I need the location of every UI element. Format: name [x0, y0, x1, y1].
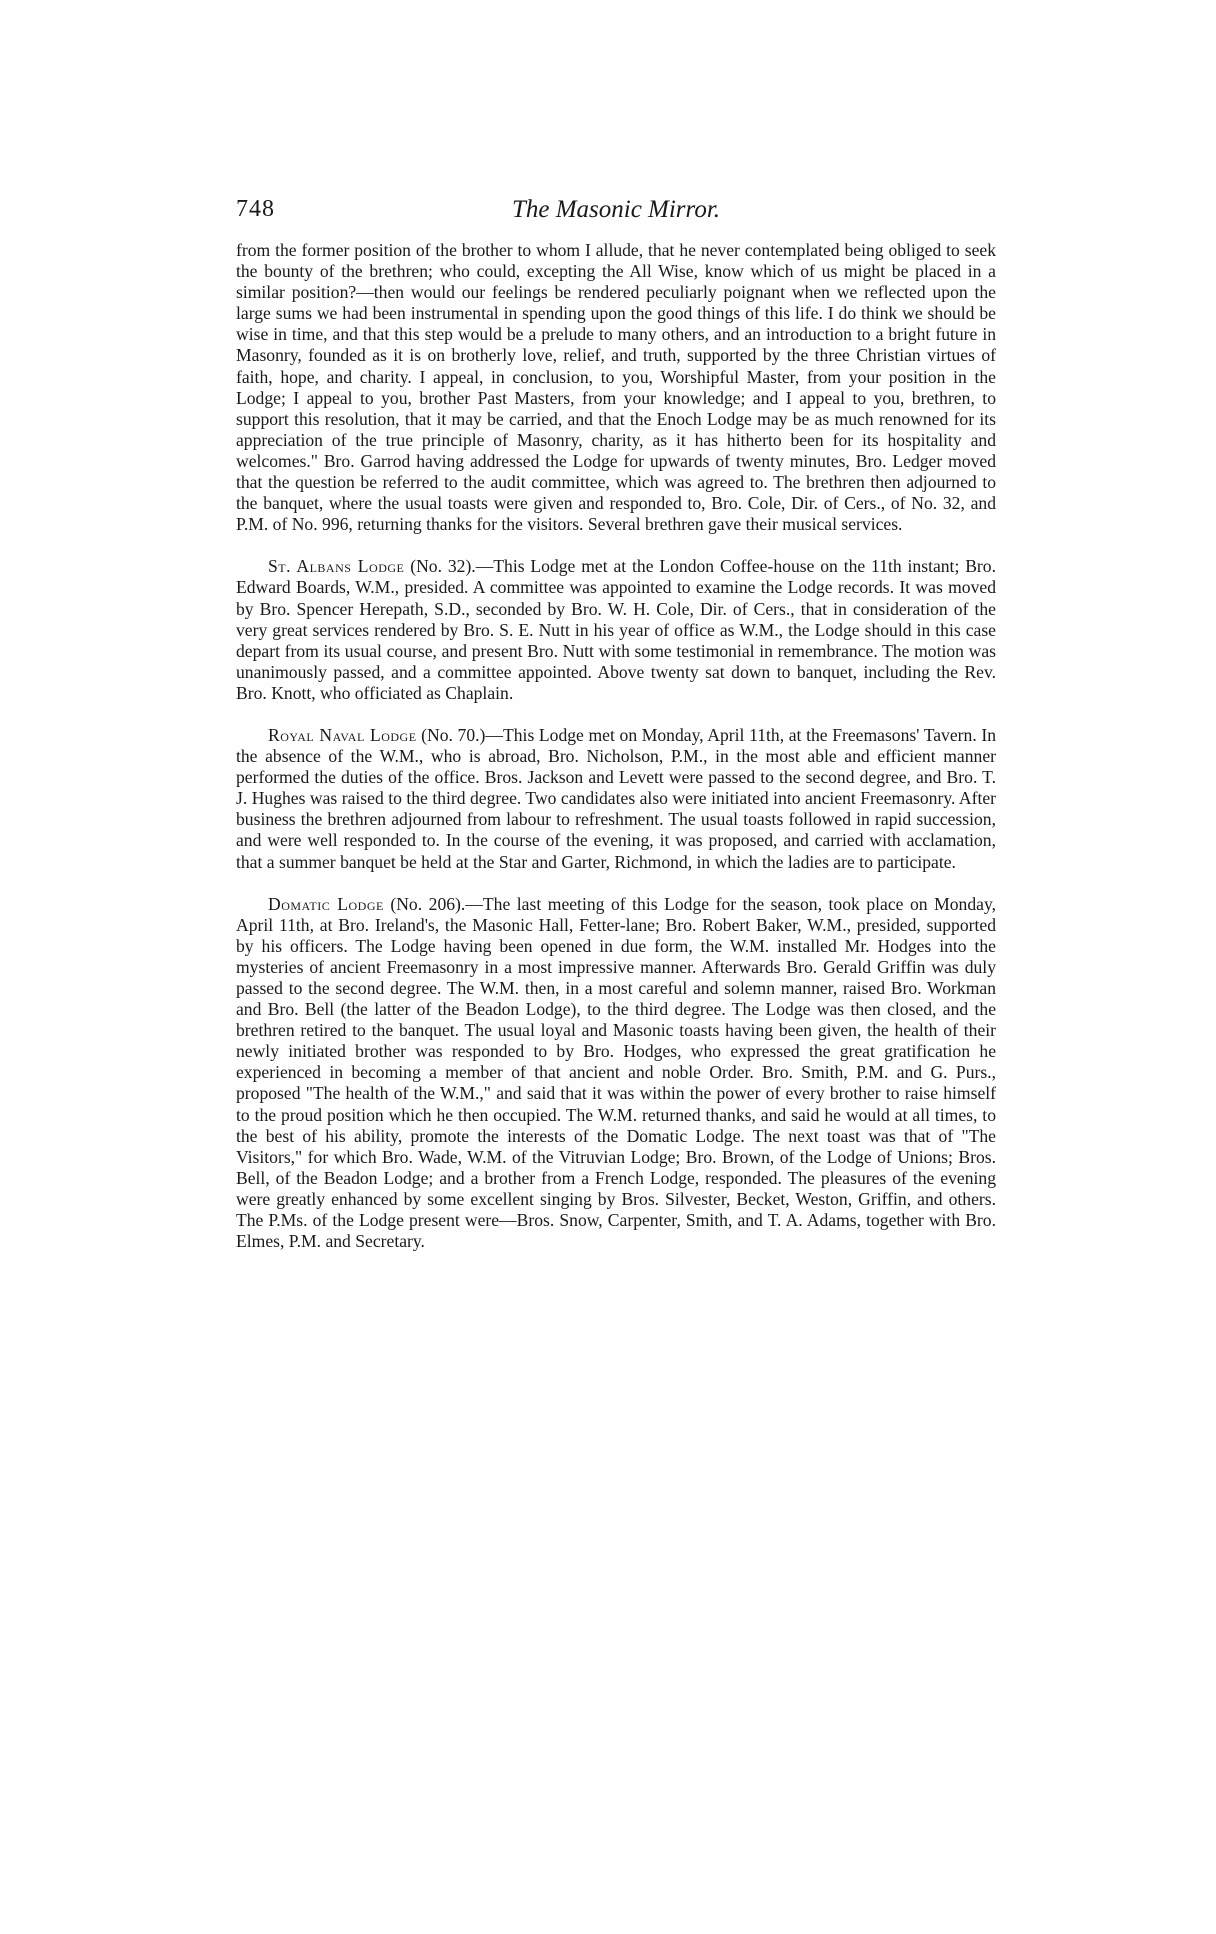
section-heading: Royal Naval Lodge — [268, 724, 417, 745]
page-header — [236, 196, 996, 232]
section-st-albans-lodge — [236, 556, 996, 704]
section-heading: Domatic Lodge — [268, 893, 384, 914]
section-text: (No. 206).—The last meeting of this Lodge for the season, took place on Monday, April 11th, at Bro. Ireland's, the Masonic Hall, Fetter-lane; Bro. Robert Baker, W.M., presided, supported by his officers. The Lodge having been opened in due form, the W.M. installed Mr. Hodges into the mysteries of ancient Freemasonry in a most impressive manner. Afterwards Bro. Gerald Griffin was duly passed to the second degree. The W.M. then, in a most careful and solemn manner, raised Bro. Workman and Bro. Bell (the latter of the Beadon Lodge), to the third degree. The Lodge was then closed, and the brethren retired to the banquet. The usual loyal and Masonic toasts having been given, the health of their newly initiated brother was responded to by Bro. Hodges, who expressed the great gratification he experienced in becoming a member of that ancient and noble Order. Bro. Smith, P.M. and G. Purs., proposed "The health of the W.M.," and said that it was within the power of every brother to raise himself to the proud position which he then occupied. The W.M. returned thanks, and said he would at all times, to the best of his ability, promote the interests of the Domatic Lodge. The next toast was that of "The Visitors," for which Bro. Wade, W.M. of the Vitruvian Lodge; Bro. Brown, of the Lodge of Unions; Bros. Bell, of the Beadon Lodge; and a brother from a French Lodge, responded. The pleasures of the evening were greatly enhanced by some excellent singing by Bros. Silvester, Becket, Weston, Griffin, and others. The P.Ms. of the Lodge present were—Bros. Snow, Carpenter, Smith, and T. A. Adams, together with Bro. Elmes, P.M. and Secretary. — [236, 893, 996, 1252]
text-column — [236, 240, 996, 1252]
continued-paragraph: from the former position of the brother to whom I allude, that he never contemplated being obliged to seek the bounty of the brethren; who could, excepting the All Wise, know which of us might be placed in a similar position?—then would our feelings be rendered peculiarly poignant when we reflected upon the large sums we had been instrumental in spending upon the good things of this life. I do think we should be wise in time, and that this step would be a prelude to many others, and an introduction to a bright future in Masonry, founded as it is on brotherly love, relief, and truth, supported by the three Christian virtues of faith, hope, and charity. I appeal, in conclusion, to you, Worshipful Master, from your position in the Lodge; I appeal to you, brother Past Masters, from your knowledge; and I appeal to you, brethren, to support this resolution, that it may be carried, and that the Enoch Lodge may be as much renowned for its appreciation of the true principle of Masonry, charity, as it has hitherto been for its hospitality and welcomes." Bro. Garrod having addressed the Lodge for upwards of twenty minutes, Bro. Ledger moved that the question be referred to the audit committee, which was agreed to. The brethren then adjourned to the banquet, where the usual toasts were given and responded to, Bro. Cole, Dir. of Cers., of No. 32, and P.M. of No. 996, returning thanks for the visitors. Several brethren gave their musical services. — [236, 240, 996, 535]
section-text: (No. 32).—This Lodge met at the London Coffee-house on the 11th instant; Bro. Edward Boards, W.M., presided. A committee was appointed to examine the Lodge records. It was moved by Bro. Spencer Herepath, S.D., seconded by Bro. W. H. Cole, Dir. of Cers., that in consideration of the very great services rendered by Bro. S. E. Nutt in his year of office as W.M., the Lodge should in this case depart from its usual course, and present Bro. Nutt with some testimonial in remembrance. The motion was unanimously passed, and a committee appointed. Above twenty sat down to banquet, including the Rev. Bro. Knott, who officiated as Chaplain. — [236, 556, 996, 703]
section-royal-naval-lodge — [236, 725, 996, 873]
section-heading: St. Albans Lodge — [268, 556, 405, 577]
section-domatic-lodge — [236, 894, 996, 1253]
page-number: 748 — [236, 196, 275, 222]
running-title: The Masonic Mirror. — [511, 196, 721, 223]
section-text: (No. 70.)—This Lodge met on Monday, April 11th, at the Freemasons' Tavern. In the absence of the W.M., who is abroad, Bro. Nicholson, P.M., in the most able and efficient manner performed the duties of the office. Bros. Jackson and Levett were passed to the second degree, and Bro. T. J. Hughes was raised to the third degree. Two candidates also were initiated into ancient Freemasonry. After business the brethren adjourned from labour to refreshment. The usual toasts followed in rapid succession, and were well responded to. In the course of the evening, it was proposed, and carried with acclamation, that a summer banquet be held at the Star and Garter, Richmond, in which the ladies are to participate. — [236, 724, 997, 872]
